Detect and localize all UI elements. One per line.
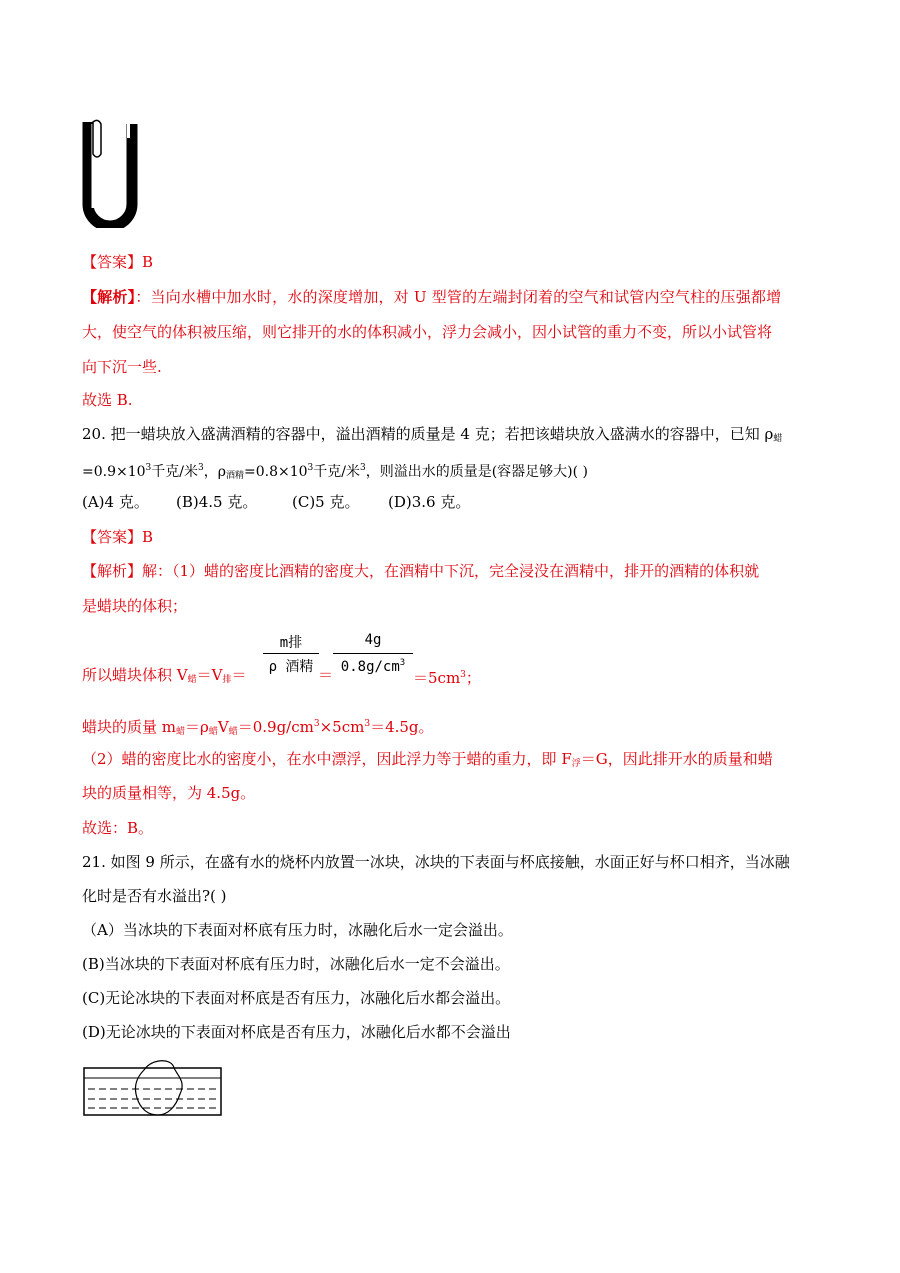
q20-stem-line2: $=0.9\times 10^3$千克/米$^3$，$\rho_{酒精}=0.8\times 10^3$千克/米$^3$，则溢出水的质量是(容器足够大)( ) — [82, 463, 589, 481]
q20-answer: 【答案】B — [82, 528, 154, 546]
q20-option-d: (D)3.6 克。 — [388, 493, 471, 511]
q20-part2-line2: 块的质量相等，为 4.5g。 — [82, 784, 256, 802]
mass-formula: 蜡块的质量 $m_蜡=\rho_蜡V_蜡=0.9g/cm^3\times 5cm^3=4.5g$。 — [82, 718, 434, 737]
answer-tag: 【答案】 — [82, 253, 143, 271]
q21-option-a: （A）当冰块的下表面对杯底有压力时，冰融化后水一定会溢出。 — [82, 921, 513, 939]
q20-option-a: (A)4 克。 — [82, 493, 149, 511]
q21-option-b: (B)当冰块的下表面对杯底有压力时，冰融化后水一定不会溢出。 — [82, 955, 510, 973]
fraction2-denominator: $0.8g/cm^3$ — [340, 658, 406, 675]
fraction2-numerator: 4g — [364, 632, 382, 648]
q19-analysis-line3: 向下沉一些. — [82, 358, 162, 376]
volume-result: $=5cm^3$； — [413, 669, 481, 687]
u-tube-figure — [82, 118, 142, 228]
q20-conclusion: 故选：B。 — [82, 819, 154, 837]
q20-part2-line1: （2）蜡的密度比水的密度小，在水中漂浮，因此浮力等于蜡的重力，即 $F_浮=G$，因此排开水的质量和蜡 — [82, 750, 773, 769]
fraction1-denominator: ρ 酒精 — [268, 659, 314, 675]
q20-analysis-line1: 【解析】解：（1）蜡的密度比酒精的密度大，在酒精中下沉，完全浸没在酒精中，排开的酒精的体积就 — [82, 562, 760, 580]
q19-analysis-line2: 大，使空气的体积被压缩，则它排开的水的体积减小，浮力会减小，因小试管的重力不变，所以小试管将 — [82, 323, 773, 341]
q20-stem-line1: 20. 把一蜡块放入盛满酒精的容器中，溢出酒精的质量是 4 克；若把该蜡块放入盛满水的容器中，已知 $\rho_蜡$ — [82, 425, 783, 444]
fraction2-bar — [333, 653, 413, 654]
analysis-tag: 【解析】 — [82, 288, 136, 306]
q20-option-b: (B)4.5 克。 — [176, 493, 258, 511]
volume-formula-text: 所以蜡块体积 $V_蜡=V_排=$ — [82, 666, 247, 685]
q21-stem-line1: 21. 如图 9 所示，在盛有水的烧杯内放置一冰块，冰块的下表面与杯底接触，水面正好与杯口相齐，当冰融 — [82, 853, 790, 871]
beaker-ice-figure — [82, 1056, 224, 1118]
q21-option-d: (D)无论冰块的下表面对杯底是否有压力，冰融化后水都不会溢出 — [82, 1023, 511, 1041]
q21-option-c: (C)无论冰块的下表面对杯底是否有压力，冰融化后水都会溢出。 — [82, 989, 511, 1007]
q19-analysis-line1: 【解析】：当向水槽中加水时，水的深度增加，对 U 型管的左端封闭着的空气和试管内空气柱的压强都增 — [82, 288, 782, 306]
q21-stem-line2: 化时是否有水溢出?( ) — [82, 887, 227, 905]
fraction-equals: ＝ — [318, 666, 334, 684]
q20-option-c: (C)5 克。 — [292, 493, 360, 511]
ice-block — [135, 1061, 182, 1115]
q19-answer — [82, 252, 153, 272]
answer-value: B — [142, 253, 154, 271]
fraction1-bar — [263, 653, 319, 654]
q20-analysis-line2: 是蜡块的体积； — [82, 597, 188, 615]
q19-conclusion: 故选 B. — [82, 391, 133, 409]
fraction1-numerator: m排 — [279, 635, 303, 651]
small-test-tube — [93, 120, 101, 157]
